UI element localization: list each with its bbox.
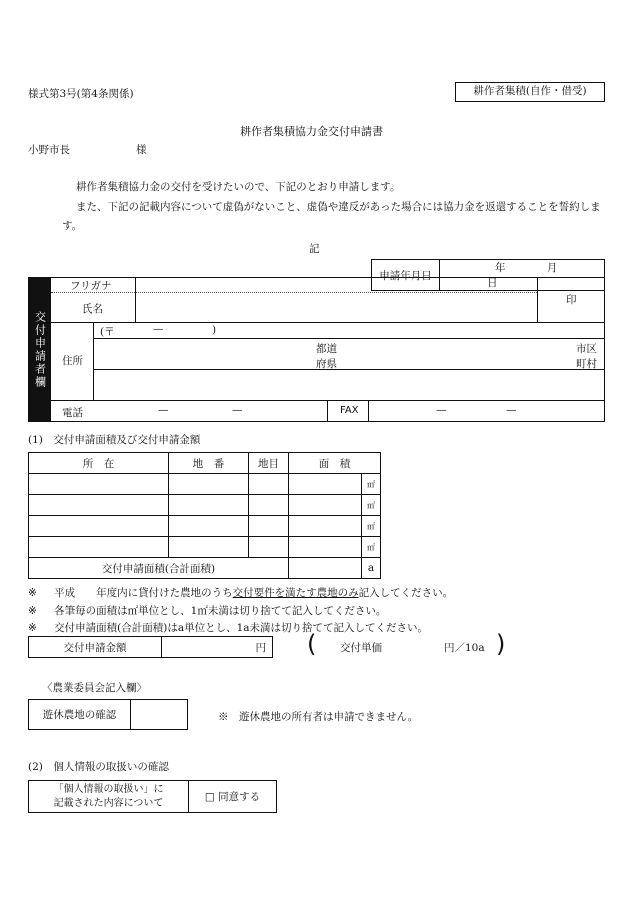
agree-checkbox[interactable]	[189, 781, 277, 813]
location-cell[interactable]	[29, 516, 169, 537]
fax-dash-1: —	[436, 404, 447, 416]
unit-price-label: 交付単価	[340, 642, 382, 654]
unit-sqm: ㎡	[362, 537, 381, 558]
idle-check-label: 遊休農地の確認	[29, 700, 131, 730]
intro-line-2: また、下記の記載内容について虚偽がないこと、虚偽や違反があった場合には協力金を返還することを誓約します。	[62, 201, 601, 232]
privacy-line-2: 記載された内容について	[53, 797, 164, 809]
amount-table	[28, 636, 273, 658]
pref-bottom: 府県	[316, 358, 337, 370]
table-row	[29, 537, 381, 558]
amount-input[interactable]	[162, 637, 273, 658]
furigana-input[interactable]	[135, 277, 537, 293]
unit-sqm: ㎡	[362, 495, 381, 516]
unit-price-bracket-right: )	[496, 630, 506, 658]
lot-cell[interactable]	[169, 516, 249, 537]
header-area: 面 積	[289, 453, 381, 474]
phone-dash-2: —	[232, 404, 243, 416]
category-cell[interactable]	[249, 495, 289, 516]
idle-check-table	[28, 699, 188, 730]
note-1	[28, 585, 453, 600]
location-cell[interactable]	[29, 495, 169, 516]
fax-input[interactable]	[369, 400, 605, 422]
note-1-pre: 平成 年度内に貸付けた農地のうち	[54, 587, 233, 599]
postal-dash: —	[153, 323, 164, 335]
city-bottom: 町村	[576, 358, 597, 370]
table-row	[29, 474, 381, 495]
postal-close: )	[212, 324, 217, 336]
day-label: 日	[487, 277, 498, 289]
header-lot-number: 地 番	[169, 453, 249, 474]
privacy-table	[28, 780, 277, 813]
agree-label: □ 同意する	[204, 791, 261, 803]
addressee-name: 小野市長	[28, 144, 70, 156]
category-cell[interactable]	[249, 474, 289, 495]
unit-sqm: ㎡	[362, 516, 381, 537]
form-number: 様式第3号(第4条関係)	[28, 88, 134, 100]
seal-divider	[537, 277, 538, 322]
seal-mark: 印	[566, 294, 577, 306]
note-mark: ※	[28, 605, 37, 617]
header-land-category: 地目	[249, 453, 289, 474]
addressee-honorific: 様	[136, 144, 147, 156]
privacy-text-cell	[29, 781, 189, 813]
committee-title: 〈農業委員会記入欄〉	[42, 682, 147, 694]
applicant-side-label: 交付申請者欄	[28, 277, 51, 422]
name-input[interactable]	[135, 293, 537, 322]
doc-title: 耕作者集積協力金交付申請書	[240, 125, 383, 138]
note-2-text: 各筆毎の面積は㎡単位とし、1㎡未満は切り捨てて記入してください。	[54, 605, 387, 617]
table-row	[29, 495, 381, 516]
postal-prefix: (〒	[100, 326, 115, 338]
idle-check-input[interactable]	[131, 700, 188, 730]
note-1-post: 記入してください。	[358, 587, 454, 599]
area-cell[interactable]	[289, 516, 362, 537]
category-box: 耕作者集積(自作・借受)	[455, 82, 605, 102]
area-cell[interactable]	[289, 495, 362, 516]
lot-cell[interactable]	[169, 495, 249, 516]
lot-cell[interactable]	[169, 474, 249, 495]
total-row	[29, 558, 381, 579]
unit-are: a	[362, 558, 381, 579]
pref-top: 都道	[316, 343, 337, 355]
ki-mark: 記	[309, 243, 320, 255]
amount-label: 交付申請金額	[29, 637, 162, 658]
location-cell[interactable]	[29, 474, 169, 495]
address-label: 住所	[62, 355, 83, 367]
category-cell[interactable]	[249, 537, 289, 558]
note-3	[28, 620, 428, 635]
header-location: 所 在	[29, 453, 169, 474]
lot-cell[interactable]	[169, 537, 249, 558]
unit-sqm: ㎡	[362, 474, 381, 495]
unit-price-bracket-left: (	[307, 630, 317, 658]
category-cell[interactable]	[249, 516, 289, 537]
amount-unit: 円	[255, 641, 266, 654]
section2-title: (2) 個人情報の取扱いの確認	[28, 761, 169, 773]
area-cell[interactable]	[289, 537, 362, 558]
note-3-text: 交付申請面積(合計面積)はa単位とし、1a未満は切り捨てて記入してください。	[54, 622, 429, 634]
name-bottom-line	[51, 322, 605, 323]
section1-title: (1) 交付申請面積及び交付申請金額	[28, 434, 201, 446]
intro-line-1: 耕作者集積協力金の交付を受けたいので、下記のとおり申請します。	[76, 181, 401, 193]
date-label: 申請年月日	[372, 260, 440, 291]
city-top: 市区	[576, 343, 597, 355]
area-cell[interactable]	[289, 474, 362, 495]
land-table	[28, 452, 381, 579]
phone-input[interactable]	[93, 400, 327, 422]
note-2	[28, 603, 386, 618]
year-label: 年	[495, 262, 506, 274]
name-label: 氏名	[82, 303, 103, 315]
note-mark: ※	[28, 622, 37, 634]
address-line-input[interactable]	[93, 338, 605, 369]
note-mark: ※	[28, 587, 37, 599]
unit-price-unit: 円／10a	[444, 642, 485, 654]
total-area-cell[interactable]	[289, 558, 362, 579]
note-1-underline: 交付要件を満たす農地のみ	[232, 587, 359, 599]
phone-dash-1: —	[158, 404, 169, 416]
location-cell[interactable]	[29, 537, 169, 558]
fax-dash-2: —	[506, 404, 517, 416]
privacy-line-1: 「個人情報の取扱い」に	[53, 783, 164, 795]
table-row	[29, 516, 381, 537]
month-label: 月	[546, 262, 558, 274]
furigana-label: フリガナ	[70, 280, 112, 292]
idle-note: ※ 遊休農地の所有者は申請できません。	[218, 711, 419, 723]
phone-label: 電話	[62, 407, 83, 419]
fax-label: FAX	[340, 405, 359, 416]
total-label: 交付申請面積(合計面積)	[29, 558, 289, 579]
land-table-header	[29, 453, 381, 474]
address-detail-input[interactable]	[93, 369, 605, 400]
